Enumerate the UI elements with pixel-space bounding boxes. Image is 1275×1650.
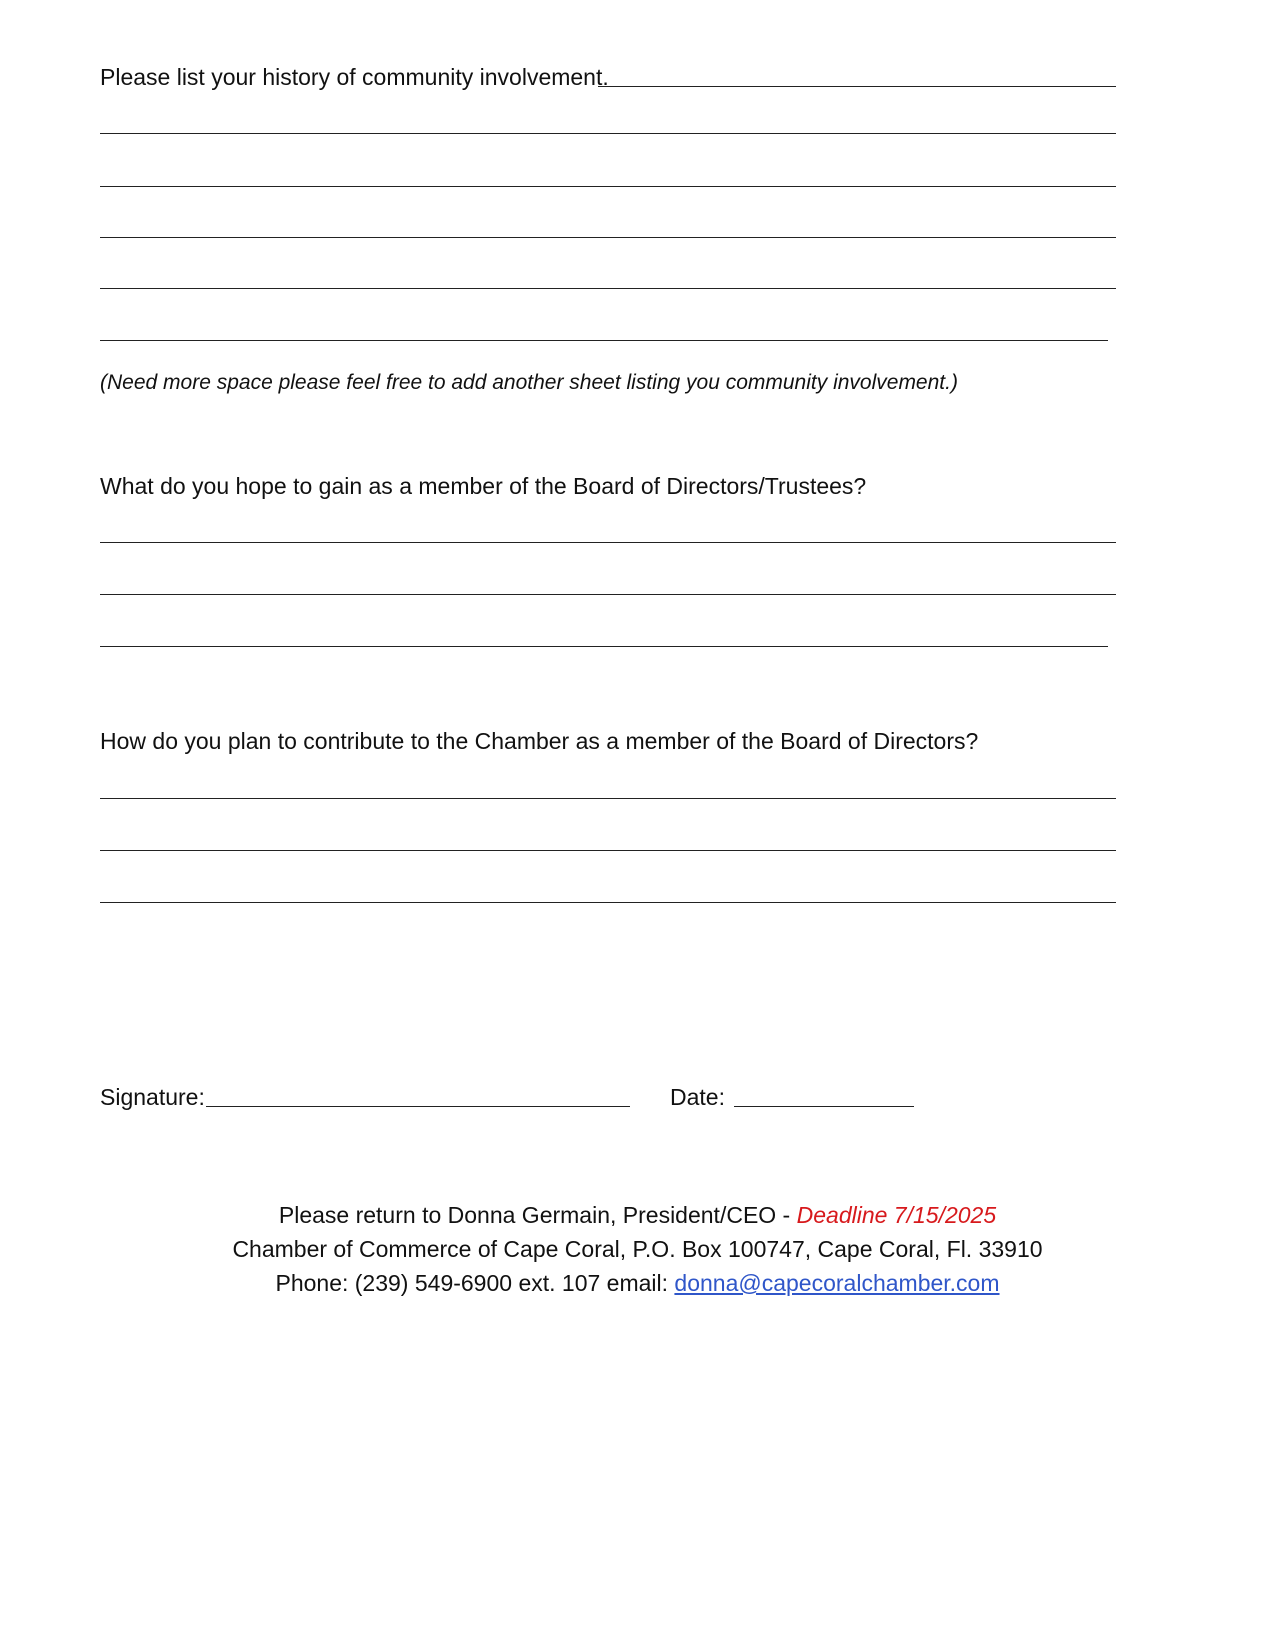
signature-line[interactable] <box>206 1106 630 1107</box>
return-to-text: Please return to Donna Germain, President/CEO <box>278 1202 777 1228</box>
contribute-answer-line-2[interactable] <box>100 850 1116 851</box>
community-answer-line-2[interactable] <box>100 133 1116 134</box>
footer-address: Chamber of Commerce of Cape Coral, P.O. Box 100747, Cape Coral, Fl. 33910 <box>232 1236 1043 1262</box>
email-link[interactable]: donna@capecoralchamber.com <box>674 1270 1000 1296</box>
community-answer-line-1[interactable] <box>598 86 1116 87</box>
date-line[interactable] <box>734 1106 914 1107</box>
community-answer-line-6[interactable] <box>100 340 1108 341</box>
phone-text: Phone: (239) 549-6900 ext. 107 email: <box>275 1270 675 1296</box>
community-involvement-question: Please list your history of community involvement. <box>100 64 609 90</box>
contribute-answer-line-1[interactable] <box>100 798 1116 799</box>
community-answer-line-3[interactable] <box>100 186 1116 187</box>
deadline-separator: - <box>776 1202 797 1228</box>
deadline-text: Deadline 7/15/2025 <box>796 1202 997 1228</box>
community-answer-line-5[interactable] <box>100 288 1116 289</box>
footer-return-line <box>0 1200 1275 1230</box>
hope-to-gain-question: What do you hope to gain as a member of the Board of Directors/Trustees? <box>100 473 867 499</box>
date-label: Date: <box>670 1084 725 1110</box>
community-answer-line-4[interactable] <box>100 237 1116 238</box>
contribute-answer-line-3[interactable] <box>100 902 1116 903</box>
community-more-space-note: (Need more space please feel free to add another sheet listing you community involvement.) <box>100 371 958 394</box>
gain-answer-line-3[interactable] <box>100 646 1108 647</box>
contribute-question: How do you plan to contribute to the Chamber as a member of the Board of Directors? <box>100 728 979 754</box>
gain-answer-line-2[interactable] <box>100 594 1116 595</box>
gain-answer-line-1[interactable] <box>100 542 1116 543</box>
footer-contact-line <box>0 1268 1275 1298</box>
signature-label: Signature: <box>100 1084 205 1110</box>
